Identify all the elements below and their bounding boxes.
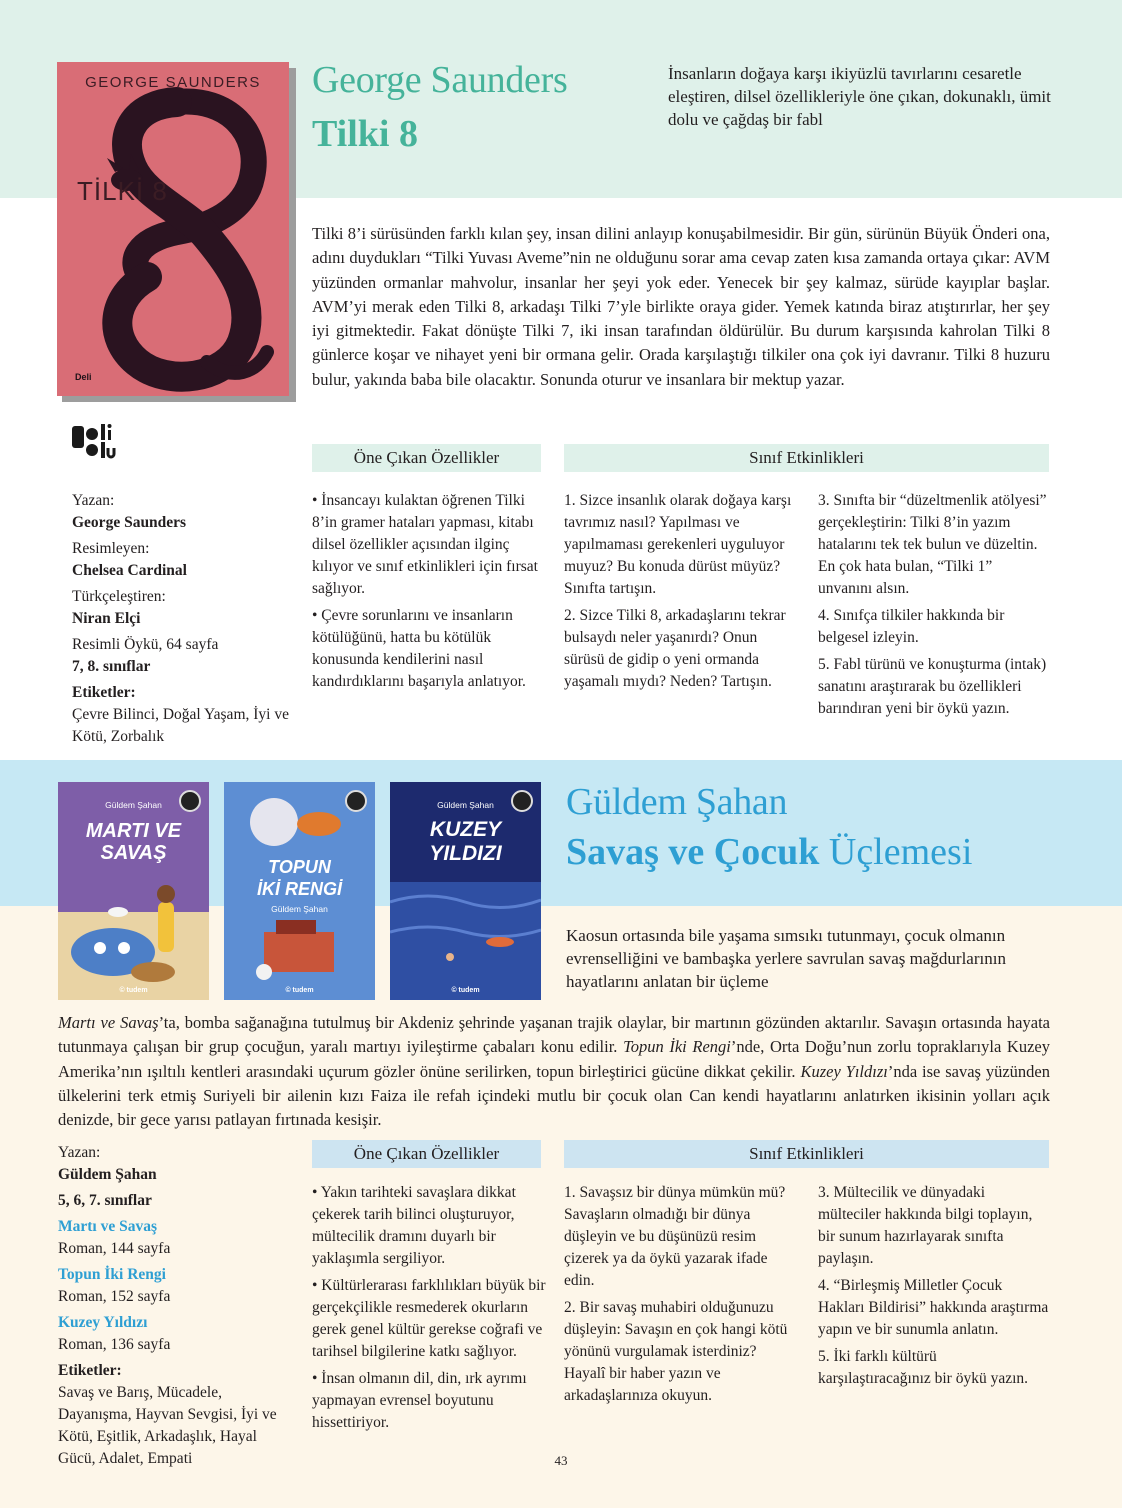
activity-item: 4. “Birleşmiş Milletler Çocuk Hakları Bildirisi” hakkında araştırma yapın ve bir sunumla anlatın.	[818, 1277, 1049, 1338]
cover-author: Güldem Şahan	[271, 904, 328, 914]
trilogy-book-format: Roman, 136 sayfa	[58, 1336, 171, 1353]
cover-title-line: İKİ RENGİ	[256, 879, 342, 899]
trilogy-book-format: Roman, 152 sayfa	[58, 1288, 171, 1305]
book1-heading-author: George Saunders	[312, 59, 568, 101]
book-title-ref: Martı ve Savaş	[58, 1013, 159, 1032]
trilogy-book-title: Topun İki Rengi	[58, 1266, 166, 1283]
trilogy-book-title: Martı ve Savaş	[58, 1218, 158, 1235]
activity-item: 2. Bir savaş muhabiri olduğunuzu düşleyin: Savaşın en çok hangi kötü yönünü vurgulamak isterdiniz? Hayalî bir haber yazın ve arkadaşlarınıza okuyun.	[564, 1299, 788, 1404]
series-badge	[345, 790, 367, 812]
cover-title-line: TOPUN	[268, 857, 331, 877]
cover-title	[390, 818, 541, 866]
trilogy-book-format: Roman, 144 sayfa	[58, 1240, 171, 1257]
tags-label: Etiketler:	[58, 1362, 122, 1379]
book-cover-tilki-8	[57, 62, 289, 396]
cover-title	[58, 820, 209, 864]
grade-levels: 5, 6, 7. sınıflar	[58, 1192, 152, 1209]
illustrator-label: Resimleyen:	[72, 540, 150, 557]
cover-title: TİLKİ 8	[77, 176, 168, 206]
cover-title-line: KUZEY	[429, 818, 502, 841]
cover-publisher: © tudem	[285, 987, 314, 994]
cover-title-line: SAVAŞ	[100, 842, 167, 864]
book2-activities-right	[818, 1182, 1050, 1395]
book-cover-topun-iki-rengi	[224, 782, 375, 1000]
book2-heading-title-bold: Savaş ve Çocuk	[566, 831, 820, 873]
book2-heading-title	[566, 830, 972, 874]
cover-publisher: © tudem	[119, 987, 148, 994]
tags-label: Etiketler:	[72, 684, 136, 701]
book1-heading-title: Tilki 8	[312, 113, 418, 155]
author-name: Güldem Şahan	[58, 1166, 157, 1183]
cover-title-line: MARTI VE	[85, 820, 182, 842]
book1-features-header: Öne Çıkan Özellikler	[312, 444, 541, 472]
activity-item: 3. Mültecilik ve dünyadaki mülteciler hakkında bilgi toplayın, bir sunum hazırlayarak sınıfta paylaşın.	[818, 1184, 1033, 1267]
book2-heading-author: Güldem Şahan	[566, 781, 788, 823]
feature-item: • İnsan olmanın dil, din, ırk ayrımı yapmayan evrensel boyutunu hissettiriyor.	[312, 1370, 527, 1431]
activity-item: 5. İki farklı kültürü karşılaştıracağınız bir öykü yazın.	[818, 1348, 1029, 1387]
cover-publisher: Deli	[75, 372, 92, 382]
book-cover-marti-ve-savas	[58, 782, 209, 1000]
tags-list: Çevre Bilinci, Doğal Yaşam, İyi ve Kötü, Zorbalık	[72, 706, 289, 745]
cover-author: Güldem Şahan	[437, 800, 494, 810]
activity-item: 1. Savaşsız bir dünya mümkün mü? Savaşların olmadığı bir dünya düşleyin ve bu düşünüzü resim çizerek ya da öykü yazarak ifade edin.	[564, 1184, 786, 1289]
book1-meta	[72, 490, 292, 748]
book1-activities-header: Sınıf Etkinlikleri	[564, 444, 1049, 472]
author-name: George Saunders	[72, 514, 187, 531]
book-title-ref: Topun İki Rengi	[623, 1037, 731, 1057]
fox-figure-eight-illustration	[57, 62, 289, 396]
feature-item: • Kültürlerarası farklılıkları büyük bir gerçekçilikle resmederek okurların gerek genel kültür gerekse coğrafi ve tarihsel bilgilerine katkı sağlıyor.	[312, 1277, 546, 1360]
book-format: Resimli Öykü, 64 sayfa	[72, 636, 219, 653]
illustrator-name: Chelsea Cardinal	[72, 562, 187, 579]
activity-item: 3. Sınıfta bir “düzeltmenlik atölyesi” gerçekleştirin: Tilki 8’in yazım hatalarını tek tek bulun ve düzeltin. En çok hata bulan, “Tilki 1” unvanını alsın.	[818, 492, 1047, 597]
grade-levels: 7, 8. sınıflar	[72, 658, 151, 675]
book2-tagline: Kaosun ortasında bile yaşama sımsıkı tutunmayı, çocuk olmanın evrenselliğini ve bambaşka yerlere savrulan savaş mağdurlarının hayatlarını anlatan bir üçleme	[566, 926, 1006, 991]
book1-summary: Tilki 8’i sürüsünden farklı kılan şey, insan dilini anlayıp konuşabilmesidir. Bir gün, sürünün Büyük Önderi ona, adını duydukları “Tilki Yuvası Aveme”nin ne olduğunu sorar ama cevap zaten kısa zamanda ortaya çıkar: AVM yüzünden ormanlar mahvolur, insanlar her şeyi yok eder. Yenecek bir şey kalmaz, sürüde kayıplar başlar. AVM’yi merak eden Tilki 8, arkadaşı Tilki 7’yle birlikte oraya gider. Yemek katında biraz atıştırırlar, her şey iyi gitmektedir. Fakat dönüşte Tilki 7, iki insan tarafından öldürülür. Bu durum karşısında kahrolan Tilki 8 günlerce koşar ve nihayet yeni bir ormana gelir. Orada karşılaştığı tilkiler ona çok iyi davranır. Tilki 8 huzuru bulur, yakında baba bile olacaktır. Sonunda oturur ve insanlara bir mektup yazar.	[312, 224, 1050, 389]
book1-activities-left	[564, 490, 794, 698]
activity-item: 1. Sizce insanlık olarak doğaya karşı tavrımız nasıl? Yapılması ve yapılmaması gerekenleri uyguluyor muyuz? Bu konuda dürüst müyüz? Sınıfta tartışın.	[564, 492, 792, 597]
feature-item: • İnsancayı kulaktan öğrenen Tilki 8’in gramer hataları yapması, kitabı dilsel özellikler açısından ilginç kılıyor ve sınıf etkinlikleri için fırsat sağlıyor.	[312, 492, 538, 597]
book2-activities-left	[564, 1182, 794, 1412]
book2-meta	[58, 1142, 290, 1470]
activity-item: 4. Sınıfça tilkiler hakkında bir belgesel izleyin.	[818, 607, 1005, 646]
cover-publisher: © tudem	[451, 987, 480, 994]
cover-title-line: YILDIZI	[429, 842, 502, 865]
book-cover-kuzey-yildizi	[390, 782, 541, 1000]
book2-summary	[58, 1011, 1050, 1132]
cover-author: GEORGE SAUNDERS	[85, 74, 261, 91]
author-label: Yazan:	[72, 492, 115, 509]
translator-name: Niran Elçi	[72, 610, 141, 627]
book1-tagline: İnsanların doğaya karşı ikiyüzlü tavırlarını cesaretle eleştiren, dilsel özellikleriyle öne çıkan, dokunaklı, ümit dolu ve çağdaş bir fabl	[668, 64, 1051, 129]
author-label: Yazan:	[58, 1144, 101, 1161]
book-title-ref: Kuzey Yıldızı	[800, 1061, 888, 1081]
trilogy-book-title: Kuzey Yıldızı	[58, 1314, 148, 1331]
feature-item: • Çevre sorunlarını ve insanların kötülüğünü, hatta bu kötülük konusunda kendilerini nasıl kandırdıklarını başarıyla anlatıyor.	[312, 607, 526, 690]
book2-heading-title-rest: Üçlemesi	[819, 831, 973, 873]
summary-text: ’nda ise savaş yüzünden ülkelerini terk etmiş Suriyeli bir ailenin kızı Faiza ile refah içindeki mutlu bir çocuk olan Can kendi hayatlarını anlatırken ikisinin yolları açık denizde, bir gece yarısı patlayan fırtınada kesişir.	[58, 1061, 1050, 1130]
deli-dolu-logo	[70, 420, 130, 466]
page-number: 43	[554, 1453, 568, 1468]
book2-features-list	[312, 1182, 554, 1439]
book1-activities-right	[818, 490, 1050, 725]
cover-title	[224, 856, 375, 900]
summary-text: ’nde, Orta Doğu’nun zorlu topraklarıyla Kuzey Amerika’nın ışıltılı kentleri arasındaki uçurum gözler önüne serilirken, topun birleştirici gücüne dikkat çekilir.	[58, 1037, 1050, 1081]
activity-item: 2. Sizce Tilki 8, arkadaşlarını tekrar bulsaydı neler yaşanırdı? Onun sürüsü de gidip o yeni ormanda yaşamalı mıydı? Neden? Tartışın.	[564, 607, 786, 690]
feature-item: • Yakın tarihteki savaşlara dikkat çekerek tarih bilinci oluşturuyor, mültecilik dramını duyarlı bir yaklaşımla sergiliyor.	[312, 1184, 516, 1267]
cover-author: Güldem Şahan	[105, 800, 162, 810]
translator-label: Türkçeleştiren:	[72, 588, 166, 605]
summary-text: ’ta, bomba sağanağına tutulmuş bir Akdeniz şehrinde yaşanan trajik olaylar, bir martının gözünden aktarılır. Savaşın ortasında hayata tutunmaya çalışan bir grup çocuğun, yaralı martıyı iyileştirme çabaları konu edilir.	[58, 1013, 1050, 1057]
tags-list: Savaş ve Barış, Mücadele, Dayanışma, Hayvan Sevgisi, İyi ve Kötü, Eşitlik, Arkadaşlık, Hayal Gücü, Adalet, Empati	[58, 1384, 277, 1467]
book1-features-list	[312, 490, 542, 698]
book2-activities-header: Sınıf Etkinlikleri	[564, 1140, 1049, 1168]
book2-features-header: Öne Çıkan Özellikler	[312, 1140, 541, 1168]
activity-item: 5. Fabl türünü ve konuşturma (intak) sanatını araştırarak bu özellikleri barındıran yeni bir öykü yazın.	[818, 656, 1047, 717]
